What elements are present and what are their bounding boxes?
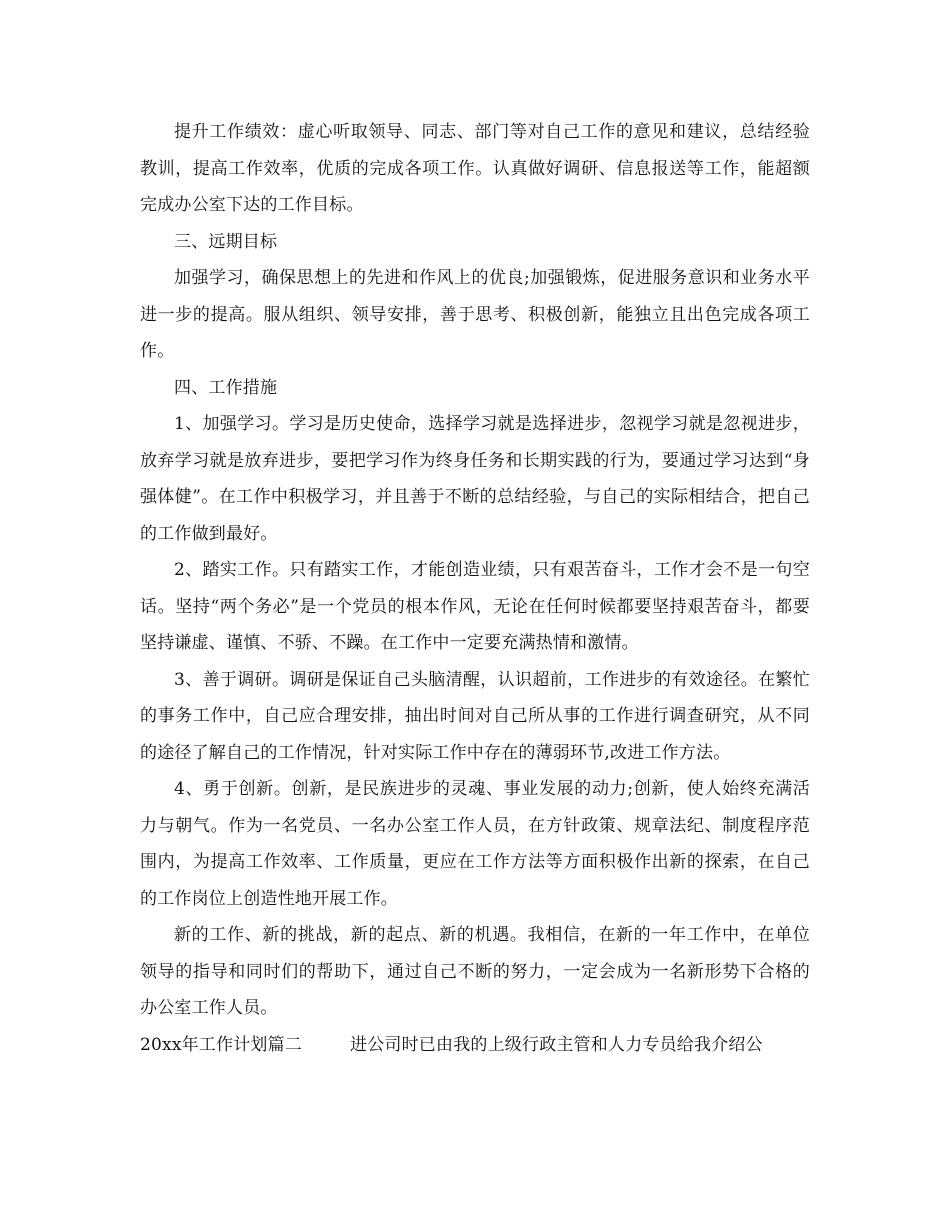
paragraph-measure-2: 2、踏实工作。只有踏实工作，才能创造业绩，只有艰苦奋斗，工作才会不是一句空话。坚持“两个务必”是一个党员的根本作风，无论在任何时候都要坚持艰苦奋斗，都要坚持谦虚、谨慎、不骄、不躁。在工作中一定要充满热情和激情。 bbox=[140, 560, 810, 653]
document-body bbox=[140, 114, 810, 1063]
paragraph-goals: 加强学习，确保思想上的先进和作风上的优良;加强锻炼，促进服务意识和业务水平进一步的提高。服从组织、领导安排，善于思考、积极创新，能独立且出色完成各项工作。 bbox=[140, 268, 810, 361]
paragraph-performance: 提升工作绩效：虚心听取领导、同志、部门等对自己工作的意见和建议，总结经验教训，提高工作效率，优质的完成各项工作。认真做好调研、信息报送等工作，能超额完成办公室下达的工作目标。 bbox=[140, 122, 810, 215]
paragraph-conclusion: 新的工作、新的挑战，新的起点、新的机遇。我相信，在新的一年工作中，在单位领导的指导和同时们的帮助下，通过自己不断的努力，一定会成为一名新形势下合格的办公室工作人员。 bbox=[140, 925, 810, 1018]
section-two-title: 20xx年工作计划篇二 bbox=[140, 1034, 303, 1055]
heading-long-term-goals: 三、远期目标 bbox=[174, 231, 278, 252]
paragraph-measure-3: 3、善于调研。调研是保证自己头脑清醒，认识超前，工作进步的有效途径。在繁忙的事务工作中，自己应合理安排，抽出时间对自己所从事的工作进行调查研究，从不同的途径了解自己的工作情况，针对实际工作中存在的薄弱环节,改进工作方法。 bbox=[140, 669, 810, 763]
paragraph-measure-1: 1、加强学习。学习是历史使命，选择学习就是选择进步，忽视学习就是忽视进步，放弃学习就是放弃进步，要把学习作为终身任务和长期实践的行为，要通过学习达到“身强体健”。在工作中积极学习，并且善于不断的总结经验，与自己的实际相结合，把自己的工作做到最好。 bbox=[140, 414, 810, 544]
heading-work-measures: 四、工作措施 bbox=[174, 377, 278, 398]
section-two-start bbox=[140, 1027, 810, 1064]
section-two-first-line: 进公司时已由我的上级行政主管和人力专员给我介绍公 bbox=[350, 1034, 763, 1055]
paragraph-measure-4: 4、勇于创新。创新，是民族进步的灵魂、事业发展的动力;创新，使人始终充满活力与朝气。作为一名党员、一名办公室工作人员，在方针政策、规章法纪、制度程序范围内，为提高工作效率、工作质量，更应在工作方法等方面积极作出新的探索，在自己的工作岗位上创造性地开展工作。 bbox=[140, 779, 810, 909]
